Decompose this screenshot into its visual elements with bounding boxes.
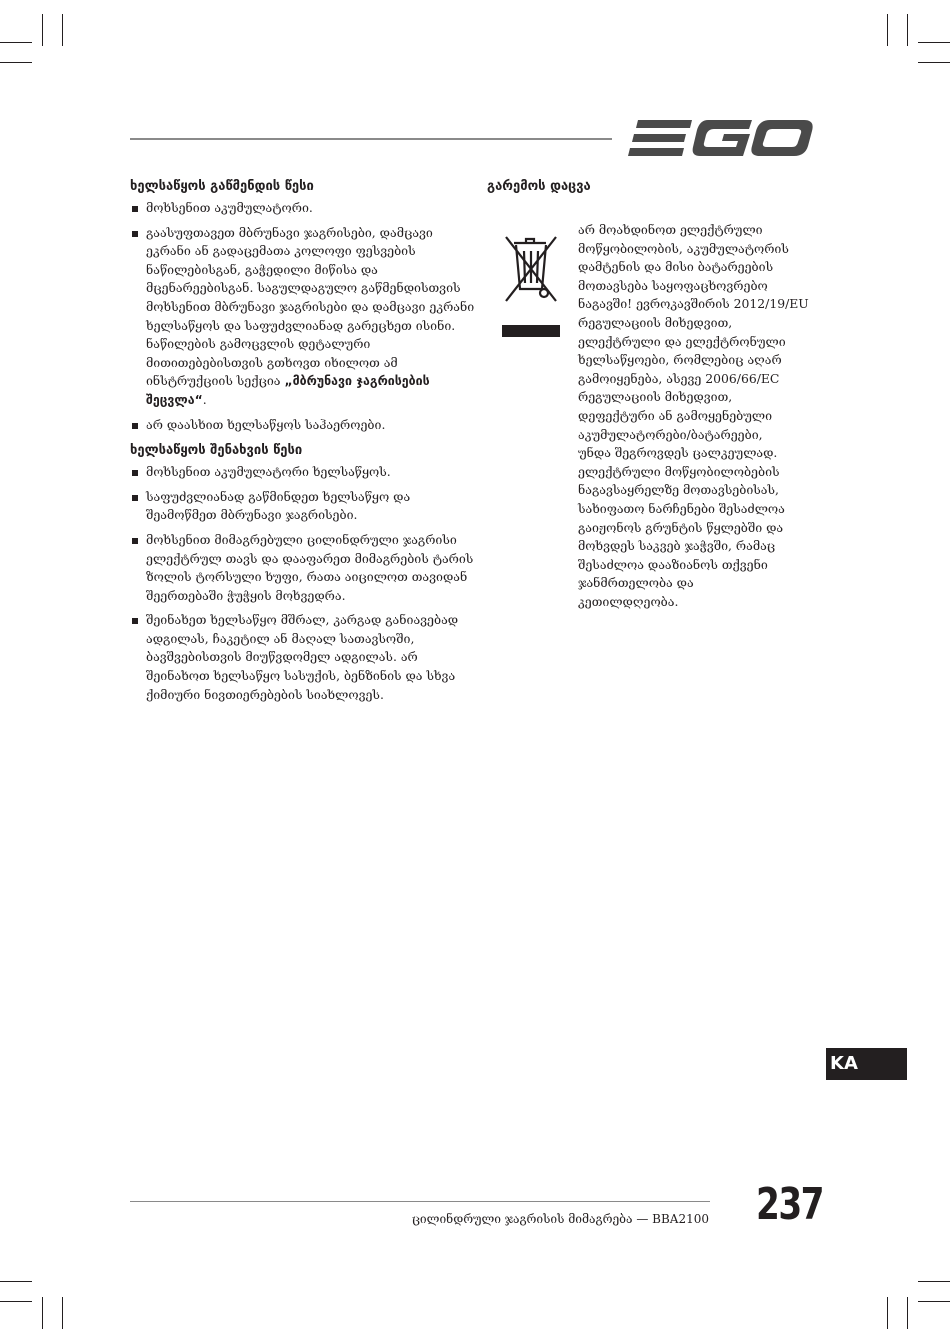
left-column xyxy=(130,178,475,712)
list-item: მოხსენით მიმაგრებული ცილინდრული ჯაგრისი ელექტრულ თავს და დააფარეთ მიმაგრების ტარის ზოლის ტორსული ხუფი, რათა აიცილოთ თავიდან შეერთებაში ჭუჭყის მოხვედრა. xyxy=(130,531,475,605)
cleaning-list xyxy=(130,199,475,434)
footer-title: ცილინდრული ჯაგრისის მიმაგრება — BBA2100 xyxy=(411,1212,709,1226)
header-rule xyxy=(130,138,612,140)
section-title-environment: გარემოს დაცვა xyxy=(487,179,591,194)
section-title-cleaning: ხელსაწყოს გაწმენდის წესი xyxy=(130,179,314,194)
weee-crossed-bin-icon xyxy=(500,231,562,339)
list-item: საფუძვლიანად გაწმინდეთ ხელსაწყო და შეამოწმეთ მბრუნავი ჯაგრისები. xyxy=(130,488,475,525)
crop-mark xyxy=(907,14,908,46)
list-item: არ დაასხით ხელსაწყოს საჰაეროები. xyxy=(130,416,475,435)
crop-mark xyxy=(918,62,950,63)
environment-text: არ მოახდინოთ ელექტრული მოწყობილობის, აკუმულატორის დამტენის და მისი ბატარეების მოთავსება საყოფაცხოვრებო ნაგავში! ევროკავშირის 2012/19/EU რეგულაციის მიხედვით, ელექტრული და ელექტრონული ხელსაწყოები, რომლებიც აღარ გამოიყენება, ასევე 2006/66/EC რეგულაციის მიხედვით, დეფექტური ან გამოყენებული აკუმულატორები/ბატარეები, უნდა შეგროვდეს ცალკეულად. ელექტრული მოწყობილობების ნაგავსაყრელზე მოთავსებისას, სახიფათო ნარჩენები შესაძლოა გაიჟონოს გრუნტის წყლებში და მოხვდეს საკვებ ჯაჭვში, რამაც შესაძლოა დააზიანოს თქვენი ჯანმრთელობა და კეთილდღეობა. xyxy=(578,222,809,609)
crop-mark xyxy=(918,1301,950,1302)
crop-mark xyxy=(62,14,63,46)
crop-mark xyxy=(0,1301,32,1302)
crop-mark xyxy=(918,42,950,43)
crop-mark xyxy=(0,62,32,63)
list-item: გაასუფთავეთ მბრუნავი ჯაგრისები, დამცავი ეკრანი ან გადაცემათა კოლოფი ფესვების ნაწილებისგან, გაჭედილი მიწისა და მცენარეებისგან. საგულდაგულო გაწმენდისთვის მოხსენით მბრუნავი ჯაგრისები და დამცავი ეკრანი ხელსაწყოს და საფუძვლიანად გარეცხეთ ისინი. ნაწილების გამოცვლის დეტალური მითითებებისთვის გთხოვთ იხილოთ ამ ინსტრუქციის სექცია „მბრუნავი ჯაგრისების შეცვლა“. xyxy=(130,224,475,410)
crop-mark xyxy=(918,1281,950,1282)
environment-block xyxy=(487,199,817,611)
section-title-storage: ხელსაწყოს შენახვის წესი xyxy=(130,443,303,459)
crop-mark xyxy=(887,1297,888,1329)
list-item: მოხსენით აკუმულატორი ხელსაწყოს. xyxy=(130,463,475,482)
footer-rule xyxy=(130,1201,710,1202)
right-column xyxy=(487,178,817,611)
section-reference: „მბრუნავი ჯაგრისების შეცვლა“ xyxy=(146,373,430,407)
crop-mark xyxy=(62,1297,63,1329)
list-item: შეინახეთ ხელსაწყო მშრალ, კარგად განიავებად ადგილას, ჩაკეტილ ან მაღალ სათავსოში, ბავშვებისთვის მიუწვდომელ ადგილას. არ შეინახოთ ხელსაწყო სასუქის, ბენზინის და სხვა ქიმიური ნივთიერებების სიახლოვეს. xyxy=(130,611,475,704)
storage-list xyxy=(130,463,475,704)
crop-mark xyxy=(0,42,32,43)
crop-mark xyxy=(887,14,888,46)
crop-mark xyxy=(907,1297,908,1329)
crop-mark xyxy=(42,1297,43,1329)
list-item: მოხსენით აკუმულატორი. xyxy=(130,199,475,218)
crop-mark xyxy=(42,14,43,46)
crop-mark xyxy=(0,1281,32,1282)
page-number: 237 xyxy=(756,1179,823,1230)
language-badge: KA xyxy=(826,1048,907,1080)
ego-logo xyxy=(628,116,814,160)
